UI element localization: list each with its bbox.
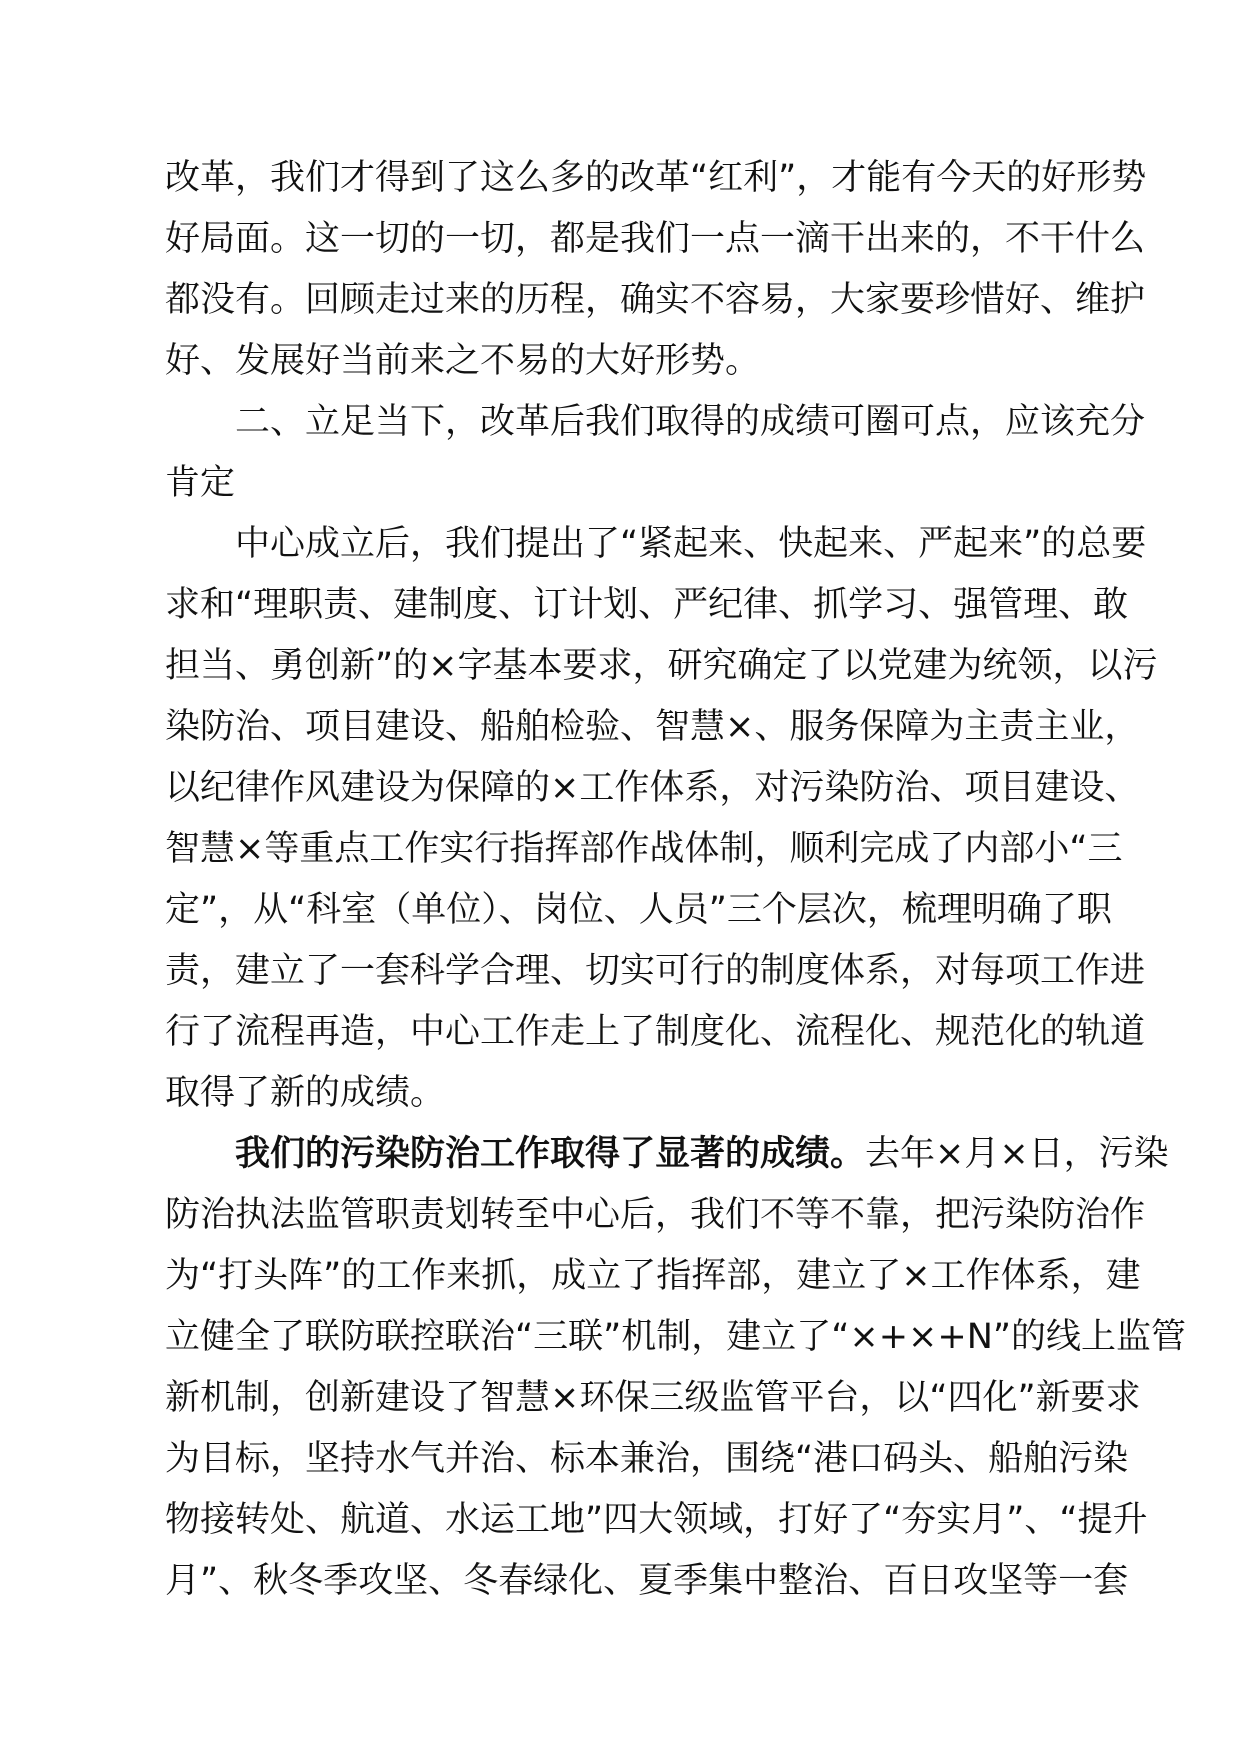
paragraph-pollution-prevention [165,1124,1187,1612]
text-line: 定”，从“科室（单位）、岗位、人员”三个层次，梳理明确了职 [165,890,1112,930]
text-line: 担当、勇创新”的×字基本要求，研究确定了以党建为统领，以污 [165,646,1158,686]
text-line: 防治执法监管职责划转至中心后，我们不等不靠，把污染防治作 [165,1195,1146,1235]
heading-line: 二、立足当下，改革后我们取得的成绩可圈可点，应该充分 [235,402,1146,442]
document-page [165,148,1187,1612]
text-line: 物接转处、航道、水运工地”四大领域，打好了“夯实月”、“提升 [165,1500,1148,1540]
text-line: 月”、秋冬季攻坚、冬春绿化、夏季集中整治、百日攻坚等一套 [165,1561,1129,1601]
lead-rest: 去年×月×日，污染 [865,1134,1169,1174]
text-line: 改革，我们才得到了这么多的改革“红利”，才能有今天的好形势 [165,158,1147,198]
text-line: 好局面。这一切的一切，都是我们一点一滴干出来的，不干什么 [165,219,1146,259]
text-line-lead [165,1124,1169,1185]
paragraph-reform-benefits [165,148,1147,392]
text-line: 立健全了联防联控联治“三联”机制，建立了“×+×+N”的线上监管 [165,1317,1187,1357]
text-line: 责，建立了一套科学合理、切实可行的制度体系，对每项工作进 [165,951,1146,991]
heading-line: 肯定 [165,463,236,503]
text-line: 取得了新的成绩。 [165,1073,446,1113]
text-line: 智慧×等重点工作实行指挥部作战体制，顺利完成了内部小“三 [165,829,1123,869]
text-line: 染防治、项目建设、船舶检验、智慧×、服务保障为主责主业， [165,707,1140,747]
text-line: 都没有。回顾走过来的历程，确实不容易，大家要珍惜好、维护 [165,280,1146,320]
text-line: 为目标，坚持水气并治、标本兼治，围绕“港口码头、船舶污染 [165,1439,1129,1479]
text-line: 以纪律作风建设为保障的×工作体系，对污染防治、项目建设、 [165,768,1140,808]
paragraph-center-established [165,514,1158,1124]
text-line: 新机制，创新建设了智慧×环保三级监管平台，以“四化”新要求 [165,1378,1141,1418]
text-line: 为“打头阵”的工作来抓，成立了指挥部，建立了×工作体系，建 [165,1256,1141,1296]
section-heading-2 [165,392,1146,514]
text-line: 行了流程再造，中心工作走上了制度化、流程化、规范化的轨道 [165,1012,1146,1052]
text-line: 求和“理职责、建制度、订计划、严纪律、抓学习、强管理、敢 [165,585,1129,625]
text-line: 中心成立后，我们提出了“紧起来、快起来、严起来”的总要 [235,524,1147,564]
bold-lead-sentence: 我们的污染防治工作取得了显著的成绩。 [235,1134,866,1174]
text-line: 好、发展好当前来之不易的大好形势。 [165,341,761,381]
